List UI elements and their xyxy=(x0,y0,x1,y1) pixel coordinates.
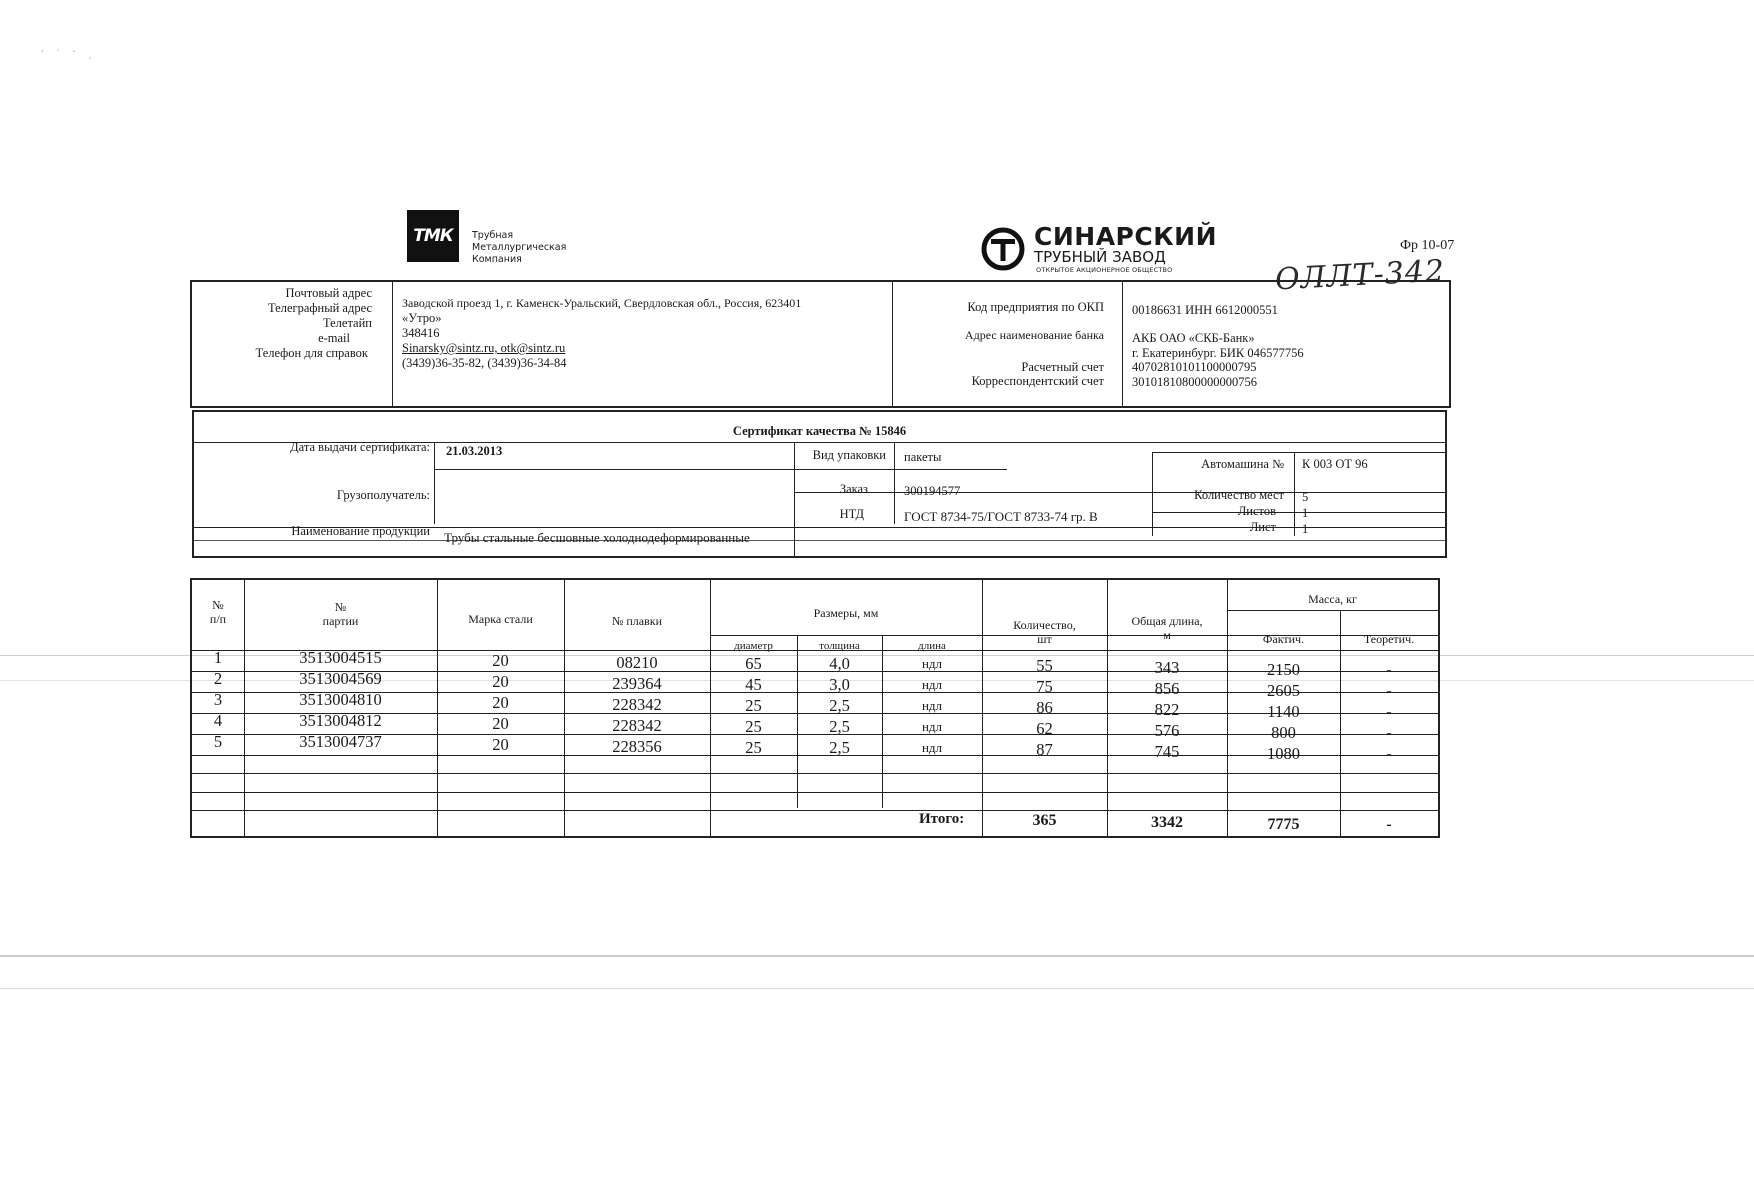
postal-address: Заводской проезд 1, г. Каменск-Уральский, Свердловская обл., Россия, 623401 xyxy=(402,296,802,310)
handwritten-note: ОЛЛТ-342 xyxy=(1274,253,1446,298)
cell-diameter: 45 xyxy=(745,675,762,694)
company-details-block xyxy=(190,280,1451,408)
cell-batch: 3513004812 xyxy=(299,711,382,730)
sheets-label: Листов xyxy=(1237,504,1276,518)
contact-label: e-mail xyxy=(318,331,350,345)
cell-total-length: 745 xyxy=(1154,742,1180,761)
tmk-caption-line: Компания xyxy=(472,254,522,265)
total-label: Итого: xyxy=(919,811,965,827)
bank-name: АКБ ОАО «СКБ-Банк» xyxy=(1132,331,1255,345)
header-row-number: № п/п xyxy=(209,598,227,626)
cell-total-length: 576 xyxy=(1154,721,1180,740)
divider xyxy=(194,540,1445,541)
cell-quantity: 86 xyxy=(1036,698,1053,717)
cell-mass-actual: 2150 xyxy=(1267,660,1300,679)
divider xyxy=(794,492,1445,493)
cell-heat: 228342 xyxy=(612,695,662,714)
email-link[interactable]: Sinarsky@sintz.ru, otk@sintz.ru xyxy=(402,341,566,355)
teletype: 348416 xyxy=(402,326,440,340)
vehicle-number: К 003 ОТ 96 xyxy=(1302,457,1368,471)
contact-label: Телефон для справок xyxy=(255,346,368,360)
cell-number: 4 xyxy=(213,711,223,730)
total-length: 3342 xyxy=(1151,814,1183,831)
divider xyxy=(434,469,1007,470)
order-value: 300194577 xyxy=(904,484,961,498)
cell-steel: 20 xyxy=(492,714,509,733)
telegraph-address: «Утро» xyxy=(402,311,442,325)
cell-number: 5 xyxy=(213,732,223,751)
certificate-title: Сертификат качества № 15846 xyxy=(732,424,907,438)
divider xyxy=(894,442,895,524)
cell-number: 3 xyxy=(213,690,223,709)
bank-label: Корреспондентский счет xyxy=(971,374,1104,388)
scan-line xyxy=(0,955,1754,957)
places-label: Количество мест xyxy=(1194,488,1284,502)
divider xyxy=(192,773,1438,774)
cell-steel: 20 xyxy=(492,693,509,712)
sheet-value: 1 xyxy=(1302,522,1309,536)
order-label: Заказ xyxy=(839,482,868,496)
cell-batch: 3513004515 xyxy=(299,648,382,667)
cell-steel: 20 xyxy=(492,651,509,670)
cell-heat: 08210 xyxy=(616,653,658,672)
cell-quantity: 75 xyxy=(1036,677,1053,696)
tmk-caption-line: Металлургическая xyxy=(472,242,567,253)
cell-thickness: 4,0 xyxy=(829,654,850,673)
header-heat-number: № плавки xyxy=(611,614,663,628)
cell-mass-actual: 2605 xyxy=(1267,681,1300,700)
header-total-length: Общая длина, м xyxy=(1131,614,1203,642)
header-mass-actual: Фактич. xyxy=(1262,632,1305,646)
sheet-label: Лист xyxy=(1249,520,1276,534)
divider xyxy=(392,282,393,406)
packing-label: Вид упаковки xyxy=(812,448,886,462)
cell-mass-actual: 1140 xyxy=(1267,702,1300,721)
tmk-logo-mark xyxy=(407,210,459,262)
cell-heat: 228342 xyxy=(612,716,662,735)
consignee-label: Грузополучатель: xyxy=(336,488,430,502)
header-thickness: толщина xyxy=(819,640,860,652)
header-diameter: диаметр xyxy=(734,640,773,652)
total-mass-theoretical: - xyxy=(1386,816,1392,833)
stz-logo-name: СИНАРСКИЙ xyxy=(1034,222,1217,251)
cell-batch: 3513004810 xyxy=(299,690,382,709)
cell-mass-theoretical: - xyxy=(1386,681,1392,700)
issue-date-label: Дата выдачи сертификата: xyxy=(290,440,430,454)
scan-specks: · ˑ · ˌ xyxy=(40,45,97,60)
cell-length: ндл xyxy=(921,698,943,713)
packing-value: пакеты xyxy=(904,450,942,464)
cell-thickness: 2,5 xyxy=(829,696,850,715)
cell-number: 1 xyxy=(213,648,223,667)
places-value: 5 xyxy=(1302,490,1309,504)
cell-mass-theoretical: - xyxy=(1386,702,1392,721)
header-length: длина xyxy=(918,640,946,652)
bank-label: Адрес наименование банка xyxy=(964,328,1104,342)
cell-steel: 20 xyxy=(492,735,509,754)
cell-heat: 239364 xyxy=(612,674,662,693)
issue-date: 21.03.2013 xyxy=(446,444,503,458)
cell-diameter: 25 xyxy=(745,696,762,715)
cell-length: ндл xyxy=(921,677,943,692)
total-quantity: 365 xyxy=(1032,812,1057,829)
cell-diameter: 25 xyxy=(745,738,762,757)
okp-inn: 00186631 ИНН 6612000551 xyxy=(1132,303,1278,317)
cell-quantity: 55 xyxy=(1036,656,1053,675)
header-sizes: Размеры, мм xyxy=(813,606,879,620)
cell-batch: 3513004569 xyxy=(299,669,382,688)
divider xyxy=(434,442,435,524)
header-quantity: Количество, шт xyxy=(1013,618,1076,646)
vehicle-label: Автомашина № xyxy=(1201,457,1284,471)
cell-length: ндл xyxy=(921,656,943,671)
header-steel-grade: Марка стали xyxy=(468,612,533,626)
bank-city-bik: г. Екатеринбург. БИК 046577756 xyxy=(1132,346,1304,360)
cell-number: 2 xyxy=(213,669,223,688)
cell-length: ндл xyxy=(921,719,943,734)
divider xyxy=(1294,452,1295,536)
cell-total-length: 343 xyxy=(1154,658,1180,677)
divider xyxy=(192,810,1438,811)
tmk-logo-caption xyxy=(472,230,566,266)
header-mass-theoretical: Теоретич. xyxy=(1363,632,1415,646)
product-label: Наименование продукции xyxy=(291,524,430,538)
cell-mass-theoretical: - xyxy=(1386,744,1392,763)
cell-thickness: 2,5 xyxy=(829,717,850,736)
header-batch: № партии xyxy=(322,600,359,628)
divider xyxy=(1227,610,1438,611)
contact-label: Телетайп xyxy=(322,316,372,330)
cell-quantity: 87 xyxy=(1036,740,1053,759)
shipment-table xyxy=(190,578,1440,838)
phone: (3439)36-35-82, (3439)36-34-84 xyxy=(402,356,567,370)
divider xyxy=(1152,452,1445,453)
cell-diameter: 25 xyxy=(745,717,762,736)
cell-mass-theoretical: - xyxy=(1386,723,1392,742)
bank-label: Код предприятия по ОКП xyxy=(967,300,1104,314)
contact-label: Почтовый адрес xyxy=(285,286,372,300)
total-mass-actual: 7775 xyxy=(1267,816,1300,833)
tmk-logo-text: ТМК xyxy=(413,226,453,246)
header-mass: Масса, кг xyxy=(1308,592,1357,606)
cell-mass-theoretical: - xyxy=(1386,660,1392,679)
cell-mass-actual: 1080 xyxy=(1267,744,1300,763)
cell-total-length: 822 xyxy=(1154,700,1180,719)
stz-logo-small: ОТКРЫТОЕ АКЦИОНЕРНОЕ ОБЩЕСТВО xyxy=(1036,266,1173,274)
sheets-value: 1 xyxy=(1302,506,1309,520)
bank-label: Расчетный счет xyxy=(1021,360,1104,374)
cell-batch: 3513004737 xyxy=(299,732,382,751)
cell-length: ндл xyxy=(921,740,943,755)
divider xyxy=(192,792,1438,793)
stz-logo-icon xyxy=(980,226,1026,272)
stz-logo-subtitle: ТРУБНЫЙ ЗАВОД xyxy=(1034,248,1166,266)
form-number: Фр 10-07 xyxy=(1400,238,1455,253)
tmk-caption-line: Трубная xyxy=(472,230,514,241)
ntd-label: НТД xyxy=(839,507,864,521)
divider xyxy=(1122,282,1123,406)
cell-thickness: 2,5 xyxy=(829,738,850,757)
scan-line xyxy=(0,988,1754,989)
correspondent-account: 30101810800000000756 xyxy=(1132,375,1257,389)
cell-heat: 228356 xyxy=(612,737,662,756)
cell-thickness: 3,0 xyxy=(829,675,850,694)
cell-total-length: 856 xyxy=(1154,679,1180,698)
cell-steel: 20 xyxy=(492,672,509,691)
ntd-value: ГОСТ 8734-75/ГОСТ 8733-74 гр. В xyxy=(904,509,1098,524)
product-name: Трубы стальные бесшовные холоднодеформированные xyxy=(444,530,750,545)
settlement-account: 40702810101100000795 xyxy=(1132,360,1257,374)
cell-quantity: 62 xyxy=(1036,719,1053,738)
cell-mass-actual: 800 xyxy=(1271,723,1296,742)
contact-label: Телеграфный адрес xyxy=(268,301,372,315)
certificate-block xyxy=(192,410,1447,558)
cell-diameter: 65 xyxy=(745,654,762,673)
